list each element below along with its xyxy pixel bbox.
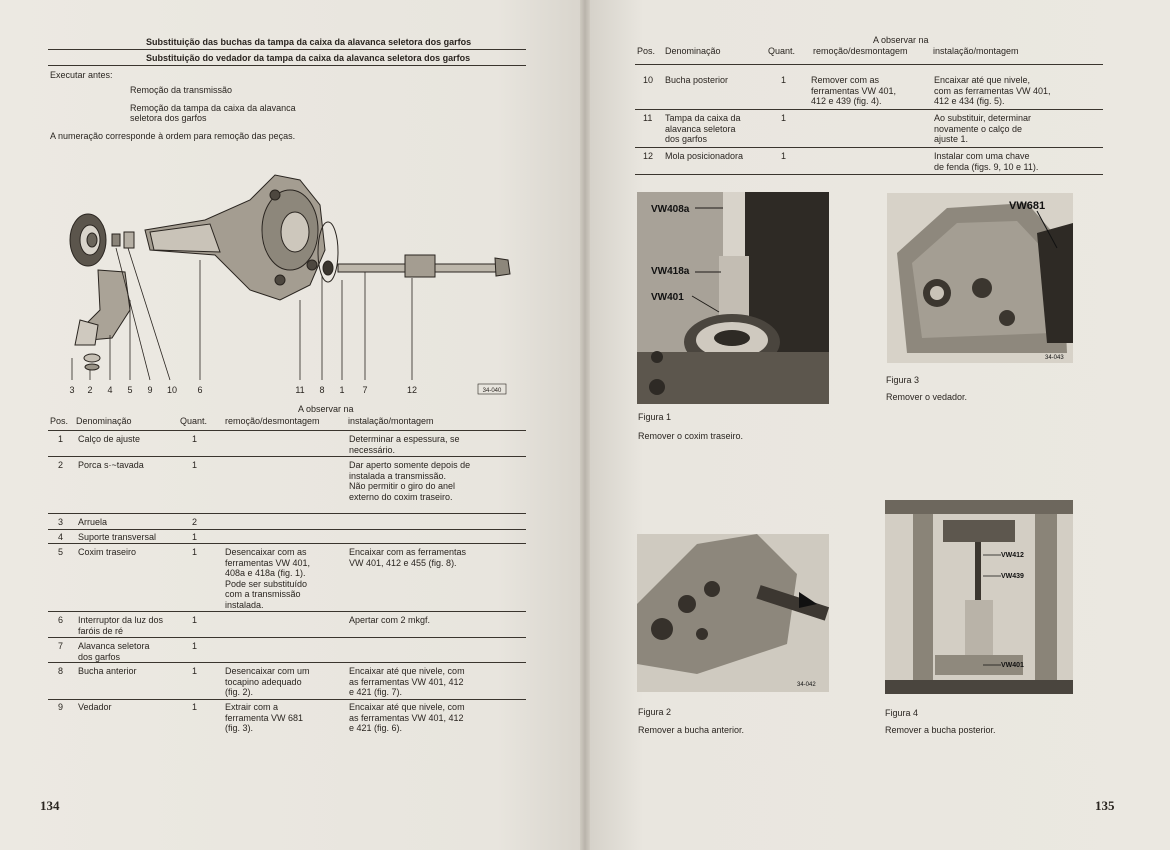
row-pos: 2 — [58, 460, 64, 470]
figure-4-photo — [885, 500, 1073, 694]
row-name: Arruela — [78, 517, 108, 527]
row-name: Tampa da caixa da alavanca seletora dos garfos — [665, 113, 741, 144]
table-head-removal: remoção/desmontagem — [813, 46, 908, 56]
figure-1-photo — [637, 192, 829, 404]
row-removal: Desencaixar com as ferramentas VW 401, 408a e 418a (fig. 1). Pode ser substituído com a transmissão instalada. — [225, 547, 311, 610]
row-qty: 1 — [781, 113, 787, 123]
row-qty: 1 — [192, 666, 198, 676]
rear-mount-part — [70, 214, 106, 266]
row-name: Bucha anterior — [78, 666, 137, 676]
row-pos: 11 — [643, 113, 653, 123]
exploded-parts-diagram — [50, 160, 520, 405]
row-qty: 1 — [192, 641, 198, 651]
row-removal: Extrair com a ferramenta VW 681 (fig. 3). — [225, 702, 304, 733]
table-head-qty: Quant. — [180, 416, 208, 426]
row-pos: 3 — [58, 517, 64, 527]
section-title-1: Substituição das buchas da tampa da caixa da alavanca seletora dos garfos — [146, 37, 472, 47]
numbering-note: A numeração corresponde à ordem para remoção das peças. — [50, 131, 296, 141]
row-pos: 12 — [643, 151, 654, 161]
row-name: Interruptor da luz dos faróis de ré — [78, 615, 164, 636]
tool-label: VW412 — [1001, 552, 1024, 559]
row-install: Encaixar até que nivele, com as ferramentas VW 401, 412 e 434 (fig. 5). — [934, 75, 1051, 106]
callout-label: 2 — [87, 385, 93, 395]
prerequisite-item: Remoção da tampa da caixa da alavanca — [130, 103, 296, 113]
tool-label: VW439 — [1001, 573, 1024, 580]
section-title-2: Substituição do vedador da tampa da caixa da alavanca seletora dos garfos — [146, 53, 471, 63]
tool-label: VW408a — [651, 204, 690, 215]
row-name: Mola posicionadora — [665, 151, 744, 161]
row-name: Suporte transversal — [78, 532, 157, 542]
row-qty: 1 — [781, 75, 787, 85]
figure-3-title: Figura 3 — [886, 375, 920, 385]
row-qty: 1 — [192, 460, 198, 470]
figure-3-ref: 34-043 — [1045, 355, 1064, 361]
row-qty: 1 — [192, 615, 198, 625]
table-head-name: Denominação — [665, 46, 721, 56]
table-head-name: Denominação — [76, 416, 132, 426]
row-name: Porca s·~tavada — [78, 460, 144, 470]
diagram-reference: 34-040 — [482, 388, 502, 394]
row-qty: 1 — [781, 151, 787, 161]
figure-3-caption: Remover o vedador. — [886, 392, 968, 402]
tool-label: VW401 — [1001, 662, 1024, 669]
callout-label: 10 — [166, 385, 178, 395]
table-head-observe: A observar na — [873, 35, 929, 45]
row-install: Encaixar até que nivele, com as ferramentas VW 401, 412 e 421 (fig. 6). — [349, 702, 465, 733]
row-name: Calço de ajuste — [78, 434, 141, 444]
row-install: Apertar com 2 mkgf. — [349, 615, 431, 625]
row-pos: 6 — [58, 615, 64, 625]
row-name: Bucha posterior — [665, 75, 729, 85]
callout-label: 5 — [127, 385, 133, 395]
row-pos: 7 — [58, 641, 64, 651]
callout-label: 4 — [107, 385, 113, 395]
prerequisite-item-cont: seletora dos garfos — [130, 113, 207, 123]
figure-1-title: Figura 1 — [638, 412, 672, 422]
page-number-left: 134 — [40, 798, 60, 813]
table-head-install: instalação/montagem — [348, 416, 434, 426]
table-head-qty: Quant. — [768, 46, 796, 56]
callout-label: 1 — [339, 385, 345, 395]
table-head-pos: Pos. — [637, 46, 656, 56]
row-pos: 9 — [58, 702, 64, 712]
selector-housing-part — [145, 175, 325, 300]
table-head-pos: Pos. — [50, 416, 69, 426]
figure-1-caption: Remover o coxim traseiro. — [638, 431, 744, 441]
row-install: Instalar com uma chave de fenda (figs. 9, 10 e 11). — [934, 151, 1039, 172]
row-pos: 4 — [58, 532, 64, 542]
tool-label: VW681 — [1009, 200, 1046, 212]
callout-label: 6 — [197, 385, 203, 395]
row-removal: Remover com as ferramentas VW 401, 412 e 439 (fig. 4). — [811, 75, 897, 106]
row-qty: 1 — [192, 434, 198, 444]
prerequisites-label: Executar antes: — [50, 70, 113, 80]
page-number-right: 135 — [1095, 798, 1115, 813]
row-qty: 1 — [192, 702, 198, 712]
book-gutter — [580, 0, 590, 850]
row-install: Ao substituir, determinar novamente o calço de ajuste 1. — [934, 113, 1032, 144]
selector-shaft-part — [338, 255, 510, 277]
table-head-observe: A observar na — [298, 404, 354, 414]
callout-label: 12 — [406, 385, 418, 395]
row-qty: 2 — [192, 517, 198, 527]
row-name: Vedador — [78, 702, 112, 712]
callout-label: 8 — [319, 385, 325, 395]
prerequisite-item: Remoção da transmissão — [130, 85, 233, 95]
row-pos: 10 — [643, 75, 654, 85]
tool-label: VW418a — [651, 266, 690, 277]
callout-label: 3 — [69, 385, 75, 395]
figure-3-photo — [887, 193, 1073, 363]
row-pos: 1 — [58, 434, 64, 444]
figure-2-photo — [637, 534, 829, 692]
callout-label: 7 — [362, 385, 368, 395]
row-qty: 1 — [192, 547, 198, 557]
figure-2-ref: 34-042 — [797, 682, 816, 688]
right-page — [585, 0, 1170, 850]
row-install: Dar aperto somente depois de instalada a transmissão. Não permitir o giro do anel externo do coxim traseiro. — [349, 460, 471, 502]
row-name: Alavanca seletora dos garfos — [78, 641, 150, 662]
row-pos: 8 — [58, 666, 64, 676]
callout-label: 9 — [147, 385, 153, 395]
table-head-install: instalação/montagem — [933, 46, 1019, 56]
row-removal: Desencaixar com um tocapino adequado (fig. 2). — [225, 666, 310, 697]
callout-label: 11 — [295, 385, 305, 395]
tool-label: VW401 — [651, 292, 684, 303]
figure-2-caption: Remover a bucha anterior. — [638, 725, 745, 735]
row-pos: 5 — [58, 547, 64, 557]
row-name: Coxim traseiro — [78, 547, 137, 557]
figure-2-title: Figura 2 — [638, 707, 672, 717]
figure-4-caption: Remover a bucha posterior. — [885, 725, 996, 735]
table-head-removal: remoção/desmontagem — [225, 416, 320, 426]
figure-4-title: Figura 4 — [885, 708, 919, 718]
row-install: Determinar a espessura, se necessário. — [349, 434, 460, 455]
row-qty: 1 — [192, 532, 198, 542]
row-install: Encaixar até que nivele, com as ferramentas VW 401, 412 e 421 (fig. 7). — [349, 666, 465, 697]
row-install: Encaixar com as ferramentas VW 401, 412 e 455 (fig. 8). — [349, 547, 467, 568]
